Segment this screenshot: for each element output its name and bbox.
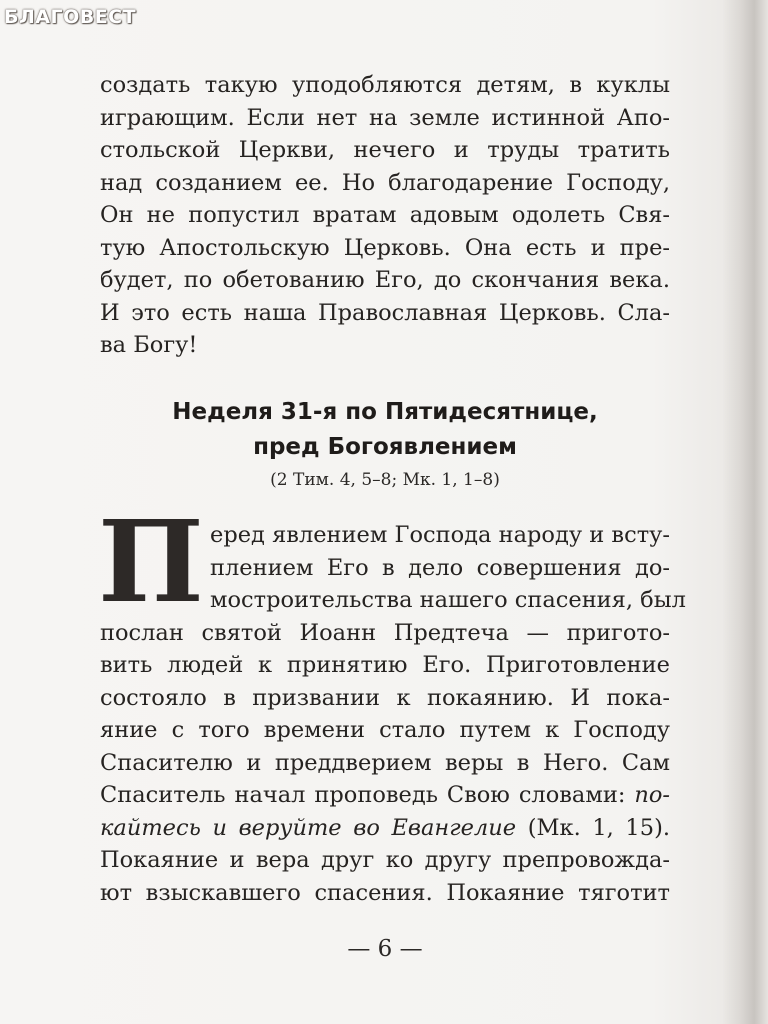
text-line-quote: [100, 813, 670, 843]
quote-start-italic: по-: [634, 782, 670, 808]
page-spine-shadow: [722, 0, 768, 1024]
section-heading-line1: Неделя 31-я по Пятидесятнице,: [172, 399, 598, 425]
text-line: будет, по обетованию Его, до скончания века.: [100, 267, 670, 293]
word: Спаситель: [100, 782, 226, 808]
drop-cap: П: [98, 519, 202, 607]
text-line: играющим. Если нет на земле истинной Апо-: [100, 104, 670, 131]
text-line: ют взыскавшего спасения. Покаяние тяготит: [100, 879, 670, 906]
word: словами:: [518, 782, 626, 808]
text-line: Покаяние и вера друг ко другу препровождa-: [100, 847, 670, 873]
text-line: Он не попустил вратам адовым одолеть Свя-: [100, 202, 670, 228]
text-line-with-quote: [100, 780, 670, 810]
watermark-logo: БЛАГОВЕСТ: [4, 6, 137, 28]
section-heading-line2: пред Богоявлением: [253, 434, 517, 460]
quote-reference: (Мк. 1, 15).: [516, 814, 670, 841]
text-line: тую Апостольскую Церковь. Она есть и пре-: [100, 234, 670, 261]
quote-italic: кайтесь и веруйте во Евангелие: [100, 814, 517, 841]
text-line: стольской Церкви, нечего и труды тратить: [100, 137, 670, 163]
text-line: И это есть наша Православная Церковь. Сла-: [100, 299, 670, 326]
text-line: над созданием ее. Но благодарение Господу,: [100, 169, 670, 196]
text-line: Спасителю и преддверием веры в Него. Сам: [100, 749, 670, 776]
page-number: — 6 —: [347, 936, 423, 962]
text-line: послан святой Иоанн Предтеча — пригото-: [100, 619, 670, 646]
word: начал: [234, 782, 306, 808]
text-line: создать такую уподобляются детям, в куклы: [100, 72, 670, 98]
text-line: еред явлением Господа народу и всту-: [210, 522, 670, 548]
word: Свою: [446, 782, 510, 808]
text-line: ва Богу!: [100, 332, 198, 358]
word: проповедь: [314, 782, 438, 808]
text-line: мостроительства нашего спасения, был: [210, 587, 686, 613]
text-line: состояло в призвании к покаянию. И пока-: [100, 684, 670, 711]
scripture-reference: (2 Тим. 4, 5–8; Мк. 1, 1–8): [270, 470, 500, 490]
text-line: яние с того времени стало путем к Господу: [100, 717, 670, 743]
text-line: вить людей к принятию Его. Приготовление: [100, 652, 670, 678]
text-line: плением Его в дело совершения до-: [210, 554, 670, 581]
